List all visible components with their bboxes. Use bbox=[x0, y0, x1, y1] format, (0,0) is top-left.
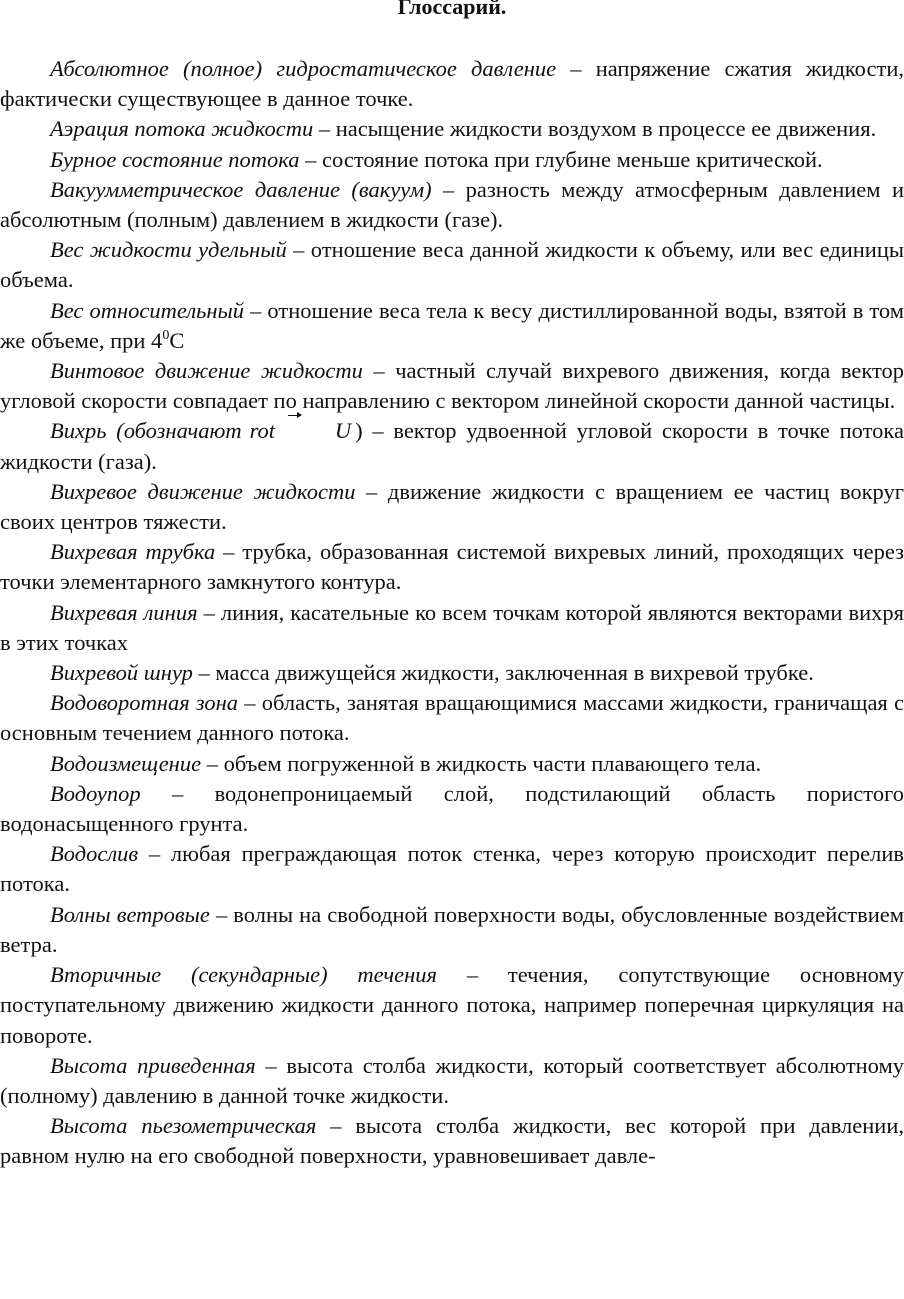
definition: – высота столба жидкости, вес которой при давлении, равном нулю на его свободной поверхности, уравновешивает давле- bbox=[0, 1113, 904, 1169]
glossary-entry bbox=[0, 960, 904, 1051]
glossary-entry bbox=[0, 145, 904, 175]
term: Аэрация потока жидкости bbox=[50, 116, 314, 142]
term: Водоворотная зона bbox=[50, 690, 239, 716]
definition: ) – вектор удвоенной угловой скорости в точке потока жидкости (газа). bbox=[0, 418, 904, 474]
definition: – разность между атмосферным давлением и абсолютным (полным) давлением в жидкости (газе). bbox=[0, 176, 904, 233]
term: Водоупор bbox=[50, 780, 141, 806]
glossary-entry bbox=[0, 477, 904, 537]
definition: – высота столба жидкости, который соответствует абсолютному (полному) давлению в данной точке жидкости. bbox=[0, 1052, 904, 1108]
term: Высота пьезометрическая bbox=[50, 1113, 317, 1139]
term: Вторичные (секундарные) течения bbox=[50, 962, 437, 988]
glossary-entry bbox=[0, 537, 904, 597]
term: Вихревая трубка bbox=[50, 539, 216, 565]
definition: – насыщение жидкости воздухом в процессе ее движения. bbox=[313, 116, 877, 142]
definition: – водонепроницаемый слой, подстилающий область пористого водонасыщенного грунта. bbox=[0, 780, 904, 837]
term: Бурное состояние потока bbox=[50, 146, 300, 172]
glossary-entry bbox=[0, 114, 904, 144]
term: Водоизмещение bbox=[50, 750, 202, 776]
glossary-entry bbox=[0, 296, 904, 356]
term: Высота приведенная bbox=[50, 1052, 256, 1078]
term: Вихревое движение жидкости bbox=[50, 478, 356, 504]
term: Водослив bbox=[50, 841, 139, 867]
definition: – состояние потока при глубине меньше критической. bbox=[299, 146, 823, 172]
glossary-entry bbox=[0, 658, 904, 688]
definition: – область, занятая вращающимися массами жидкости, граничащая с основным течением данного потока. bbox=[0, 690, 904, 746]
term: Вес относительный bbox=[50, 297, 245, 323]
definition: – отношение веса тела к весу дистиллированной воды, взятой в том же объеме, при 4 bbox=[0, 297, 904, 353]
glossary-entry bbox=[0, 688, 904, 748]
glossary-entry bbox=[0, 900, 904, 960]
formula-rot-u bbox=[242, 418, 355, 443]
definition: – объем погруженной в жидкость части плавающего тела. bbox=[201, 750, 762, 776]
superscript: 0 bbox=[162, 327, 170, 343]
term: Вихревая линия bbox=[50, 599, 198, 625]
glossary-entry bbox=[0, 235, 904, 295]
term: Волны ветровые bbox=[50, 901, 210, 927]
term: Абсолютное (полное) гидростатическое давление bbox=[50, 56, 557, 81]
glossary-entry bbox=[0, 1051, 904, 1111]
term: Вихрь (обозначают bbox=[50, 418, 242, 444]
definition-tail: С bbox=[169, 327, 185, 353]
glossary-entry bbox=[0, 54, 904, 114]
definition: – отношение веса данной жидкости к объему, или вес единицы объема. bbox=[0, 237, 904, 293]
page-title: Глоссарий. bbox=[397, 0, 507, 19]
glossary-entry bbox=[0, 416, 904, 476]
definition: – частный случай вихревого движения, когда вектор угловой скорости совпадает по направлению с вектором линейной скорости данной частицы. bbox=[0, 358, 904, 414]
definition: – напряжение сжатия жидкости, фактически существующее в данное точке. bbox=[0, 56, 904, 112]
definition: – линия, касательные ко всем точкам которой являются векторами вихря в этих точках bbox=[0, 599, 904, 655]
definition: – масса движущейся жидкости, заключенная в вихревой трубке. bbox=[192, 660, 814, 686]
definition: – любая преграждающая поток стенка, через которую происходит перелив потока. bbox=[0, 841, 904, 897]
definition: – течения, сопутствующие основному поступательному движению жидкости данного потока, например поперечная циркуляция на повороте. bbox=[0, 962, 904, 1048]
glossary-entry bbox=[0, 839, 904, 899]
formula-rot: rot bbox=[249, 418, 276, 444]
glossary-entry bbox=[0, 779, 904, 839]
term: Вес жидкости удельный bbox=[50, 237, 287, 263]
term: Винтовое движение жидкости bbox=[50, 358, 363, 384]
term: Вакуумметрическое давление (вакуум) bbox=[50, 176, 432, 202]
glossary-entry bbox=[0, 1111, 904, 1171]
glossary-entry bbox=[0, 749, 904, 779]
glossary-entry bbox=[0, 175, 904, 235]
vector-u: U bbox=[285, 416, 351, 446]
glossary-entry bbox=[0, 598, 904, 658]
definition: – волны на свободной поверхности воды, обусловленные воздействием ветра. bbox=[0, 901, 904, 957]
definition: – движение жидкости с вращением ее частиц вокруг своих центров тяжести. bbox=[0, 478, 904, 535]
glossary-entry bbox=[0, 356, 904, 416]
definition: – трубка, образованная системой вихревых линий, проходящих через точки элементарного замкнутого контура. bbox=[0, 539, 904, 595]
term: Вихревой шнур bbox=[50, 660, 193, 686]
glossary-list bbox=[0, 54, 904, 1172]
